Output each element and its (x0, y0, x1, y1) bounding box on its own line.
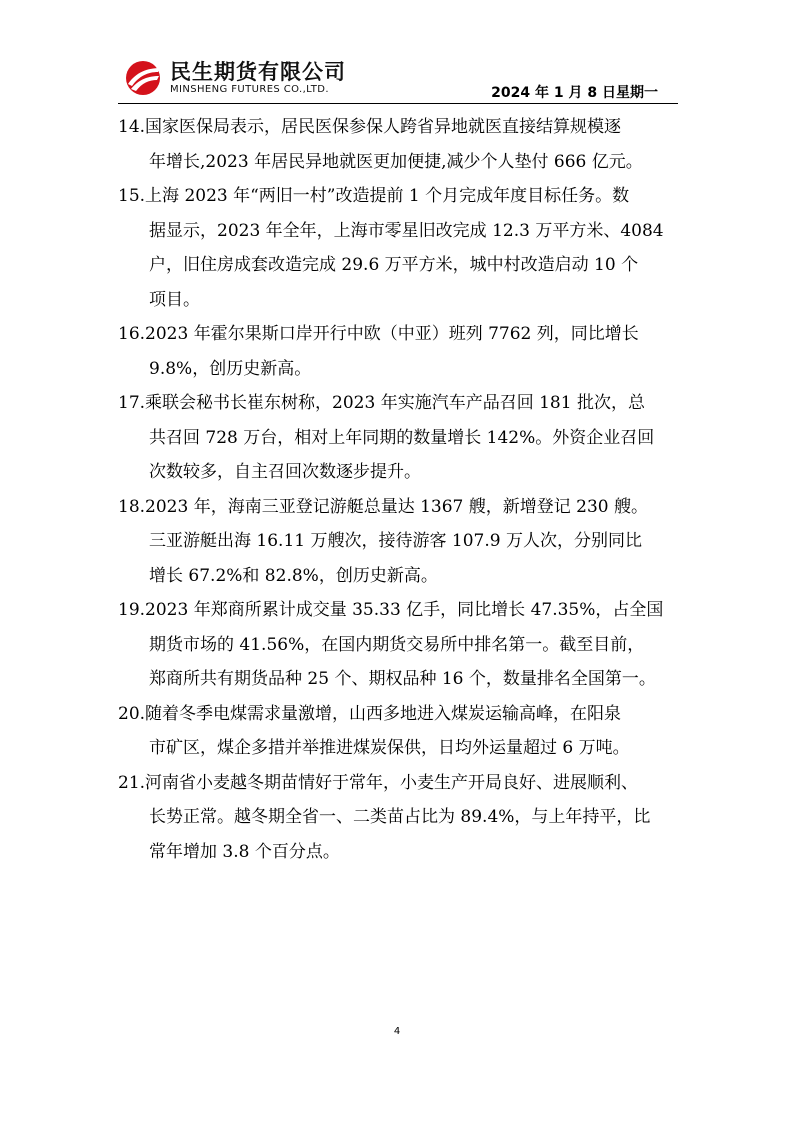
news-line: 20.随着冬季电煤需求量激增，山西多地进入煤炭运输高峰，在阳泉 (118, 703, 622, 724)
page-header (118, 52, 678, 104)
news-line: 年增长,2023 年居民异地就医更加便捷,减少个人垫付 666 亿元。 (149, 151, 643, 172)
minsheng-logo-icon (122, 58, 164, 98)
header-date: 2024 年 1 月 8 日星期一 (491, 85, 658, 101)
news-list (118, 110, 678, 869)
logo-chinese-name: 民生期货有限公司 (170, 60, 346, 84)
news-line: 16.2023 年霍尔果斯口岸开行中欧（中亚）班列 7762 列，同比增长 (118, 324, 639, 344)
news-line: 共召回 728 万台，相对上年同期的数量增长 142%。外资企业召回 (149, 427, 655, 448)
news-line: 据显示，2023 年全年，上海市零星旧改完成 12.3 万平方米、4084 (149, 220, 664, 241)
logo-english-name: MINSHENG FUTURES CO.,LTD. (170, 84, 329, 95)
news-line: 项目。 (149, 289, 200, 310)
news-line: 三亚游艇出海 16.11 万艘次，接待游客 107.9 万人次，分别同比 (149, 531, 642, 551)
news-item (118, 386, 678, 490)
news-item (118, 593, 678, 697)
news-line: 常年增加 3.8 个百分点。 (149, 841, 340, 862)
news-item (118, 697, 678, 766)
news-line: 市矿区，煤企多措并举推进煤炭保供，日均外运量超过 6 万吨。 (149, 738, 630, 758)
news-line: 增长 67.2%和 82.8%，创历史新高。 (149, 565, 438, 586)
news-line: 期货市场的 41.56%，在国内期货交易所中排名第一。截至目前， (149, 634, 645, 655)
news-item (118, 179, 678, 317)
news-line: 15.上海 2023 年“两旧一村”改造提前 1 个月完成年度目标任务。数 (118, 186, 630, 206)
news-line: 18.2023 年，海南三亚登记游艇总量达 1367 艘，新增登记 230 艘。 (118, 496, 649, 517)
news-item (118, 317, 678, 386)
news-line: 17.乘联会秘书长崔东树称，2023 年实施汽车产品召回 181 批次，总 (118, 393, 645, 413)
header-divider (118, 103, 678, 104)
news-line: 长势正常。越冬期全省一、二类苗占比为 89.4%，与上年持平，比 (149, 807, 651, 827)
news-item (118, 490, 678, 594)
news-item (118, 110, 678, 179)
page-number: 4 (393, 1026, 401, 1037)
company-logo (122, 56, 362, 100)
news-line: 户，旧住房成套改造完成 29.6 万平方米，城中村改造启动 10 个 (149, 255, 639, 275)
news-line: 9.8%，创历史新高。 (149, 358, 312, 379)
news-line: 次数较多，自主召回次数逐步提升。 (149, 462, 421, 482)
news-line: 郑商所共有期货品种 25 个、期权品种 16 个，数量排名全国第一。 (149, 669, 656, 689)
news-line: 14.国家医保局表示，居民医保参保人跨省异地就医直接结算规模逐 (118, 117, 622, 137)
news-line: 21.河南省小麦越冬期苗情好于常年，小麦生产开局良好、进展顺利、 (118, 772, 639, 793)
news-line: 19.2023 年郑商所累计成交量 35.33 亿手，同比增长 47.35%，占全国 (118, 600, 664, 620)
news-item (118, 766, 678, 870)
